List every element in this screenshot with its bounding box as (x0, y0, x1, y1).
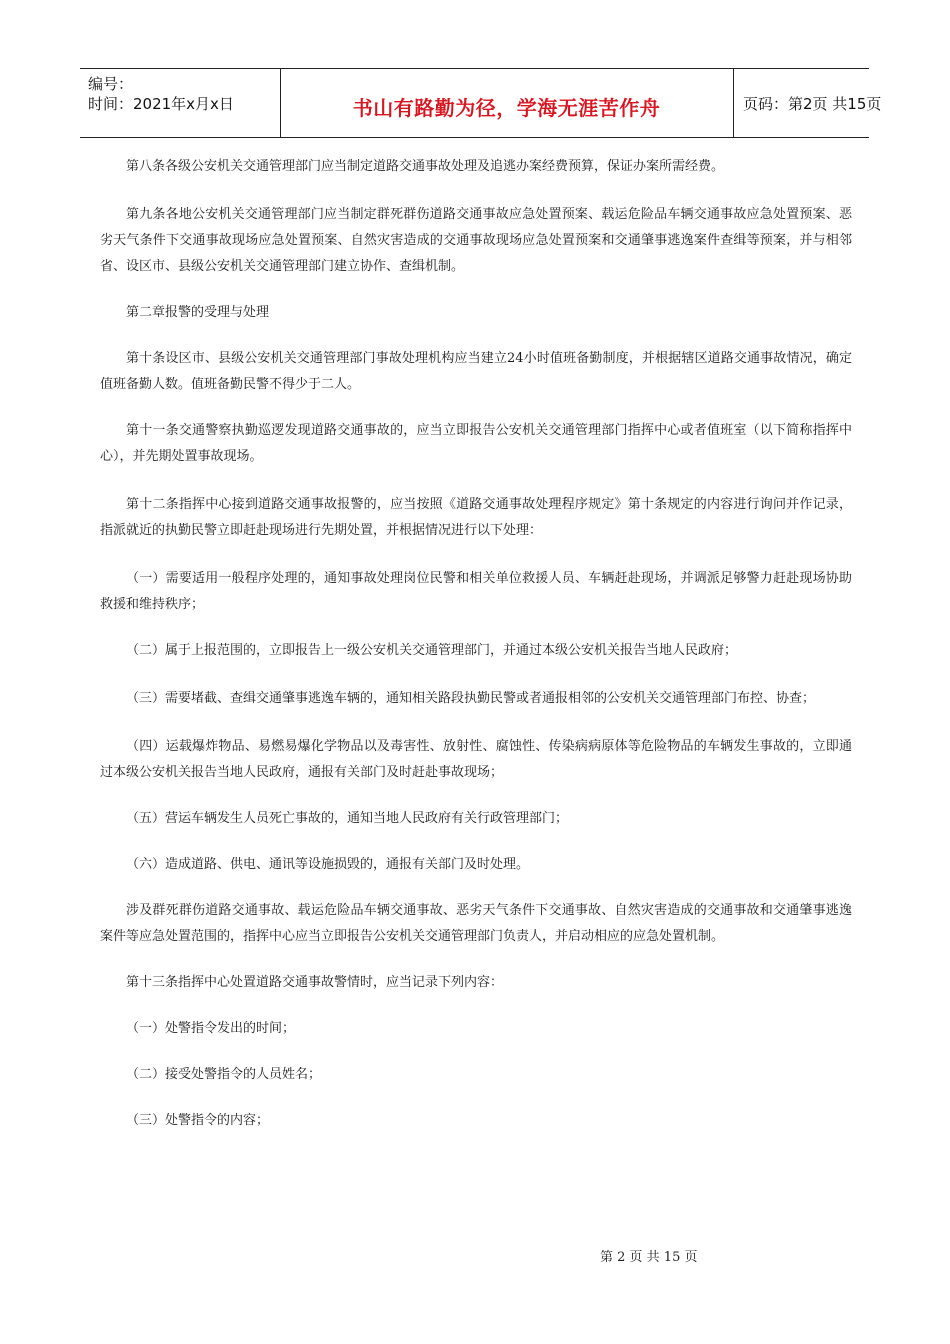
article-10-paragraph: 第十条设区市、县级公安机关交通管理部门事故处理机构应当建立24小时值班备勤制度，并根据辖区道路交通事故情况，确定值班备勤人数。值班备勤民警不得少于二人。 (100, 351, 852, 392)
article-12-item-4: （四）运载爆炸物品、易燃易爆化学物品以及毒害性、放射性、腐蚀性、传染病病原体等危险物品的车辆发生事故的，立即通过本级公安机关报告当地人民政府，通报有关部门及时赶赴事故现场； (100, 739, 852, 780)
header-page-cell (733, 69, 882, 137)
document-header (80, 68, 882, 138)
page-footer: 第 2 页 共 15 页 (600, 1250, 698, 1265)
article-13-item-2: （二）接受处警指令的人员姓名； (126, 1067, 322, 1082)
article-12-paragraph: 第十二条指挥中心接到道路交通事故报警的，应当按照《道路交通事故处理程序规定》第十条规定的内容进行询问并作记录，指派就近的执勤民警立即赶赴现场进行先期处置，并根据情况进行以下处理： (100, 497, 852, 538)
article-13-paragraph: 第十三条指挥中心处置道路交通事故警情时，应当记录下列内容： (126, 975, 504, 990)
article-12-item-3: （三）需要堵截、查缉交通肇事逃逸车辆的，通知相关路段执勤民警或者通报相邻的公安机关交通管理部门布控、协查； (126, 691, 816, 706)
article-12-item-1: （一）需要适用一般程序处理的，通知事故处理岗位民警和相关单位救援人员、车辆赶赴现场，并调派足够警力赶赴现场协助救援和维持秩序； (100, 571, 852, 612)
header-motto: 书山有路勤为径，学海无涯苦作舟 (352, 96, 661, 120)
header-motto-cell (280, 69, 734, 137)
article-8-paragraph: 第八条各级公安机关交通管理部门应当制定道路交通事故处理及追逃办案经费预算，保证办案所需经费。 (126, 159, 725, 174)
article-12-item-5: （五）营运车辆发生人员死亡事故的，通知当地人民政府有关行政管理部门； (126, 811, 569, 826)
emergency-response-paragraph: 涉及群死群伤道路交通事故、载运危险品车辆交通事故、恶劣天气条件下交通事故、自然灾害造成的交通事故和交通肇事逃逸案件等应急处置范围的，指挥中心应当立即报告公安机关交通管理部门负责人，并启动相应的应急处置机制。 (100, 903, 852, 944)
article-11-paragraph: 第十一条交通警察执勤巡逻发现道路交通事故的，应当立即报告公安机关交通管理部门指挥中心或者值班室（以下简称指挥中心），并先期处置事故现场。 (100, 423, 852, 464)
document-time-label: 时间：2021年x月x日 (88, 95, 234, 113)
chapter-2-heading: 第二章报警的受理与处理 (126, 305, 270, 320)
document-number-label: 编号： (88, 75, 134, 93)
article-13-item-1: （一）处警指令发出的时间； (126, 1021, 296, 1036)
document-body (100, 154, 852, 1134)
header-page-number: 页码：第2页 共15页 (743, 95, 882, 113)
header-meta-cell (80, 69, 281, 137)
article-12-item-6: （六）造成道路、供电、通讯等设施损毁的，通报有关部门及时处理。 (126, 857, 530, 872)
article-9-paragraph: 第九条各地公安机关交通管理部门应当制定群死群伤道路交通事故应急处置预案、载运危险品车辆交通事故应急处置预案、恶劣天气条件下交通事故现场应急处置预案、自然灾害造成的交通事故现场应急处置预案和交通肇事逃逸案件查缉等预案，并与相邻省、设区市、县级公安机关交通管理部门建立协作、查缉机制。 (100, 207, 852, 274)
article-12-item-2: （二）属于上报范围的，立即报告上一级公安机关交通管理部门，并通过本级公安机关报告当地人民政府； (126, 643, 738, 658)
article-13-item-3: （三）处警指令的内容； (126, 1113, 270, 1128)
